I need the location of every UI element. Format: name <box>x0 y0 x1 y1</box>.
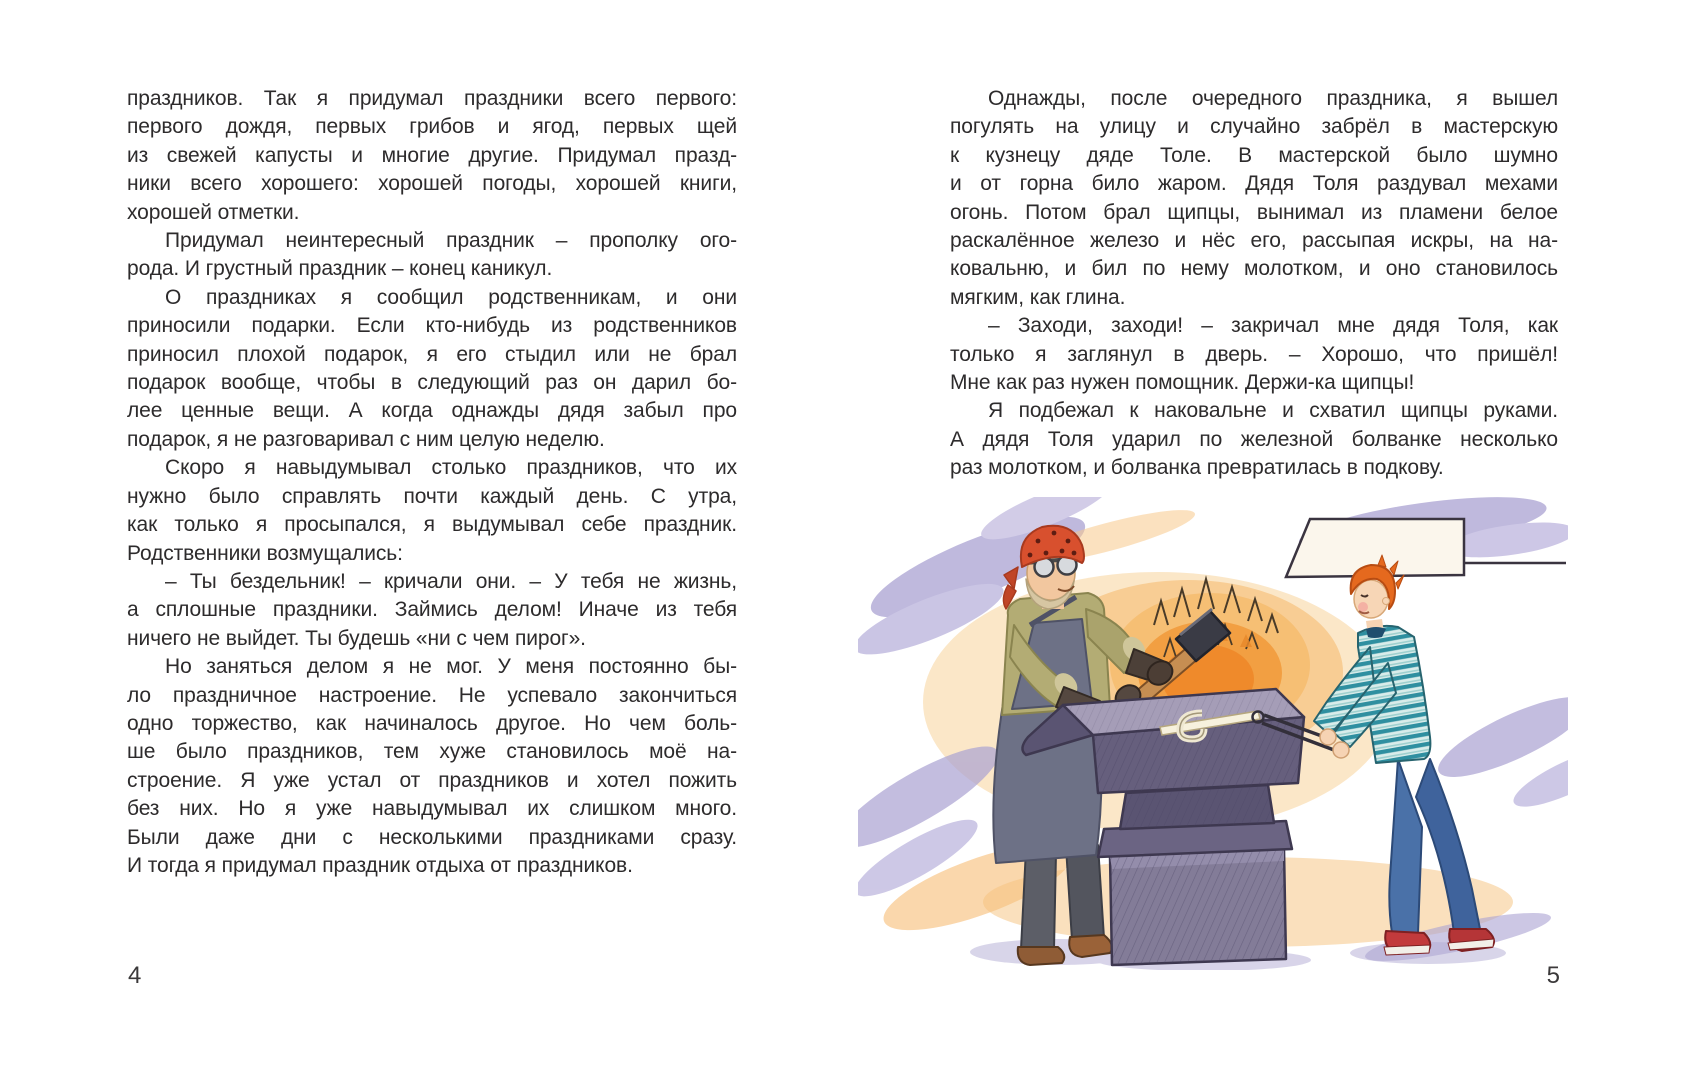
text-line: мягким, как глина. <box>950 285 1126 309</box>
text-line: как только я просыпался, я выдумывал себе праздник. <box>127 513 737 537</box>
text-line: ковальню, и бил по нему молотком, и оно становилось <box>950 257 1558 281</box>
text-line: А дядя Толя ударил по железной болванке несколько <box>950 427 1558 451</box>
text-line: раз молотком, и болванка превратилась в подкову. <box>950 456 1444 480</box>
text-line: а сплошные праздники. Займись делом! Иначе из тебя <box>127 598 737 622</box>
text-line: подарок вообще, чтобы в следующий раз он дарил бо- <box>127 371 737 395</box>
text-line: строение. Я уже устал от праздников и хотел пожить <box>127 768 737 792</box>
text-line: – Ты бездельник! – кричали они. – У тебя не жизнь, <box>165 569 737 593</box>
text-line: без них. Но я уже навыдумывал их слишком много. <box>127 797 737 821</box>
text-line: одно торжество, как начиналось другое. Но чем боль- <box>127 711 737 735</box>
text-line: Скоро я навыдумывал столько праздников, что их <box>165 456 737 480</box>
text-line: приносили подарки. Если кто-нибудь из родственников <box>127 314 737 338</box>
text-line: Родственники возмущались: <box>127 541 403 565</box>
text-line: к кузнецу дяде Толе. В мастерской было шумно <box>950 143 1558 167</box>
text-line: погулять на улицу и случайно забрёл в мастерскую <box>950 115 1558 139</box>
text-line: ло праздничное настроение. Не успевало закончиться <box>127 683 737 707</box>
text-line: раскалённое железо и нёс его, рассыпая искры, на на- <box>950 229 1558 253</box>
text-line: Я подбежал к наковальне и схватил щипцы руками. <box>988 399 1558 423</box>
text-line: ники всего хорошего: хорошей погоды, хорошей книги, <box>127 172 737 196</box>
text-line: О праздниках я сообщил родственникам, и они <box>165 285 737 309</box>
text-line: рода. И грустный праздник – конец каникул. <box>127 257 553 281</box>
text-line: Придумал неинтересный праздник – прополку ого- <box>165 229 737 253</box>
left-page-number: 4 <box>128 962 142 989</box>
left-page-text-column <box>127 85 737 880</box>
text-line: огонь. Потом брал щипцы, вынимал из пламени белое <box>950 200 1558 224</box>
text-line: первого дождя, первых грибов и ягод, первых щей <box>127 115 737 139</box>
text-line: лее ценные вещи. А когда однажды дядя забыл про <box>127 399 737 423</box>
text-line: только я заглянул в дверь. – Хорошо, что пришёл! <box>950 342 1558 366</box>
text-line: И тогда я придумал праздник отдыха от праздников. <box>127 853 633 877</box>
text-line: Однажды, после очередного праздника, я вышел <box>988 87 1558 110</box>
text-line: хорошей отметки. <box>127 200 300 224</box>
text-line: Мне как раз нужен помощник. Держи-ка щипцы! <box>950 371 1415 395</box>
right-page-number: 5 <box>1546 962 1560 989</box>
right-page-text-column <box>950 85 1558 483</box>
text-line: – Заходи, заходи! – закричал мне дядя Толя, как <box>988 314 1558 338</box>
text-line: Но заняться делом я не мог. У меня постоянно бы- <box>165 655 737 679</box>
forge-illustration <box>858 497 1568 970</box>
text-line: и от горна било жаром. Дядя Толя раздувал мехами <box>950 172 1558 196</box>
text-line: приносил плохой подарок, я его стыдил или не брал <box>127 342 737 366</box>
text-line: праздников. Так я придумал праздники всего первого: <box>127 87 737 110</box>
text-line: ничего не выйдет. Ты будешь «ни с чем пирог». <box>127 626 586 650</box>
text-line: ше было праздников, тем хуже становилось моё на- <box>127 740 737 764</box>
text-line: нужно было справлять почти каждый день. С утра, <box>127 484 737 508</box>
text-line: Были даже дни с несколькими праздниками сразу. <box>127 825 737 849</box>
text-line: из свежей капусты и многие другие. Придумал празд- <box>127 143 737 167</box>
text-line: подарок, я не разговаривал с ним целую неделю. <box>127 427 605 451</box>
